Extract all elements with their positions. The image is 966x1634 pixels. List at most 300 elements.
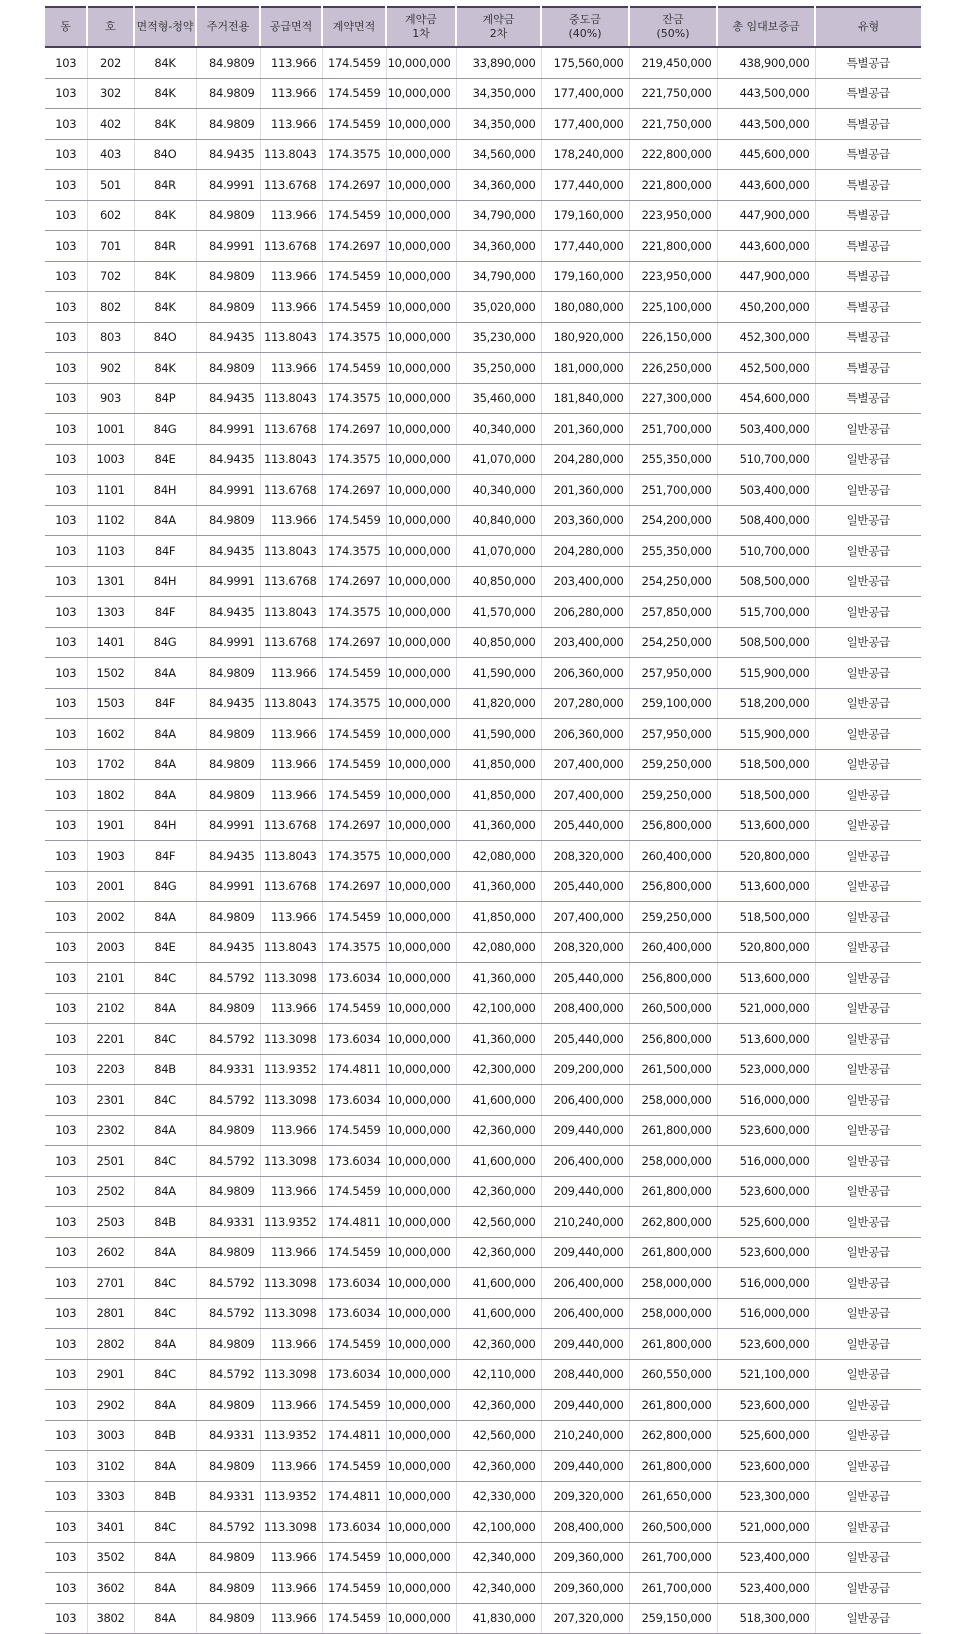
cell-contract-area: 174.5459 — [322, 1542, 386, 1573]
cell-exclusive-area: 84.9991 — [196, 170, 260, 201]
cell-contract-area: 173.6034 — [322, 1085, 386, 1116]
cell-middle-payment: 205,440,000 — [541, 871, 629, 902]
cell-deposit-1: 10,000,000 — [386, 505, 456, 536]
cell-balance: 259,250,000 — [629, 780, 717, 811]
cell-deposit-2: 42,360,000 — [456, 1329, 541, 1360]
cell-deposit-1: 10,000,000 — [386, 1146, 456, 1177]
cell-type: 일반공급 — [815, 1237, 921, 1268]
cell-supply-area: 113.3098 — [260, 1298, 322, 1329]
cell-exclusive-area: 84.9809 — [196, 780, 260, 811]
cell-type: 일반공급 — [815, 810, 921, 841]
cell-exclusive-area: 84.9809 — [196, 1329, 260, 1360]
cell-deposit-1: 10,000,000 — [386, 444, 456, 475]
cell-supply-area: 113.966 — [260, 1115, 322, 1146]
cell-total-deposit: 447,900,000 — [717, 200, 815, 231]
cell-deposit-1: 10,000,000 — [386, 566, 456, 597]
cell-area-type: 84C — [134, 1512, 196, 1543]
cell-middle-payment: 207,320,000 — [541, 1603, 629, 1634]
cell-dong: 103 — [45, 1390, 87, 1421]
cell-area-type: 84F — [134, 597, 196, 628]
cell-ho: 1802 — [87, 780, 134, 811]
table-row — [45, 932, 921, 963]
cell-deposit-2: 41,070,000 — [456, 536, 541, 567]
cell-contract-area: 174.3575 — [322, 597, 386, 628]
cell-middle-payment: 201,360,000 — [541, 414, 629, 445]
cell-ho: 1102 — [87, 505, 134, 536]
header-label: (50%) — [656, 27, 690, 40]
cell-total-deposit: 518,200,000 — [717, 688, 815, 719]
cell-ho: 1901 — [87, 810, 134, 841]
cell-middle-payment: 181,000,000 — [541, 353, 629, 384]
cell-deposit-1: 10,000,000 — [386, 170, 456, 201]
cell-middle-payment: 209,320,000 — [541, 1481, 629, 1512]
cell-balance: 254,250,000 — [629, 566, 717, 597]
cell-supply-area: 113.966 — [260, 78, 322, 109]
cell-type: 일반공급 — [815, 444, 921, 475]
cell-supply-area: 113.8043 — [260, 139, 322, 170]
cell-total-deposit: 523,400,000 — [717, 1542, 815, 1573]
table-row — [45, 414, 921, 445]
cell-balance: 261,700,000 — [629, 1542, 717, 1573]
cell-total-deposit: 521,100,000 — [717, 1359, 815, 1390]
cell-type: 일반공급 — [815, 566, 921, 597]
cell-dong: 103 — [45, 292, 87, 323]
cell-deposit-1: 10,000,000 — [386, 536, 456, 567]
cell-exclusive-area: 84.9809 — [196, 1115, 260, 1146]
table-row — [45, 566, 921, 597]
cell-deposit-1: 10,000,000 — [386, 1176, 456, 1207]
cell-total-deposit: 515,900,000 — [717, 719, 815, 750]
cell-deposit-2: 34,360,000 — [456, 170, 541, 201]
cell-area-type: 84A — [134, 1573, 196, 1604]
cell-contract-area: 174.3575 — [322, 841, 386, 872]
cell-deposit-1: 10,000,000 — [386, 1298, 456, 1329]
cell-deposit-2: 42,330,000 — [456, 1481, 541, 1512]
cell-deposit-2: 42,560,000 — [456, 1420, 541, 1451]
cell-middle-payment: 209,440,000 — [541, 1329, 629, 1360]
cell-contract-area: 173.6034 — [322, 963, 386, 994]
cell-middle-payment: 180,080,000 — [541, 292, 629, 323]
cell-contract-area: 174.4811 — [322, 1054, 386, 1085]
cell-exclusive-area: 84.9809 — [196, 1390, 260, 1421]
cell-dong: 103 — [45, 353, 87, 384]
cell-dong: 103 — [45, 993, 87, 1024]
cell-exclusive-area: 84.5792 — [196, 1512, 260, 1543]
cell-supply-area: 113.966 — [260, 1542, 322, 1573]
cell-middle-payment: 201,360,000 — [541, 475, 629, 506]
cell-type: 일반공급 — [815, 1054, 921, 1085]
cell-ho: 2002 — [87, 902, 134, 933]
table-row — [45, 780, 921, 811]
cell-balance: 261,650,000 — [629, 1481, 717, 1512]
cell-total-deposit: 503,400,000 — [717, 475, 815, 506]
cell-deposit-2: 42,340,000 — [456, 1542, 541, 1573]
cell-supply-area: 113.9352 — [260, 1420, 322, 1451]
cell-middle-payment: 175,560,000 — [541, 47, 629, 78]
cell-area-type: 84A — [134, 505, 196, 536]
cell-supply-area: 113.6768 — [260, 871, 322, 902]
cell-balance: 256,800,000 — [629, 1024, 717, 1055]
cell-deposit-2: 42,080,000 — [456, 841, 541, 872]
table-row — [45, 1451, 921, 1482]
cell-deposit-1: 10,000,000 — [386, 1359, 456, 1390]
cell-supply-area: 113.6768 — [260, 566, 322, 597]
cell-supply-area: 113.8043 — [260, 383, 322, 414]
cell-deposit-2: 40,340,000 — [456, 414, 541, 445]
cell-contract-area: 174.5459 — [322, 353, 386, 384]
cell-area-type: 84C — [134, 1268, 196, 1299]
cell-ho: 3102 — [87, 1451, 134, 1482]
cell-ho: 2003 — [87, 932, 134, 963]
cell-total-deposit: 513,600,000 — [717, 810, 815, 841]
cell-supply-area: 113.966 — [260, 749, 322, 780]
cell-middle-payment: 206,400,000 — [541, 1146, 629, 1177]
cell-dong: 103 — [45, 1176, 87, 1207]
cell-middle-payment: 205,440,000 — [541, 1024, 629, 1055]
table-row — [45, 1420, 921, 1451]
cell-contract-area: 174.3575 — [322, 444, 386, 475]
cell-supply-area: 113.966 — [260, 200, 322, 231]
cell-total-deposit: 523,600,000 — [717, 1237, 815, 1268]
table-row — [45, 1176, 921, 1207]
cell-exclusive-area: 84.5792 — [196, 1359, 260, 1390]
cell-dong: 103 — [45, 749, 87, 780]
header-col-exclusive-area — [196, 7, 260, 47]
cell-ho: 1903 — [87, 841, 134, 872]
cell-supply-area: 113.8043 — [260, 597, 322, 628]
cell-supply-area: 113.8043 — [260, 322, 322, 353]
cell-exclusive-area: 84.9435 — [196, 139, 260, 170]
cell-balance: 259,100,000 — [629, 688, 717, 719]
cell-total-deposit: 523,600,000 — [717, 1329, 815, 1360]
cell-ho: 302 — [87, 78, 134, 109]
cell-contract-area: 174.4811 — [322, 1420, 386, 1451]
cell-type: 일반공급 — [815, 1481, 921, 1512]
cell-total-deposit: 443,600,000 — [717, 231, 815, 262]
cell-area-type: 84A — [134, 1237, 196, 1268]
cell-supply-area: 113.3098 — [260, 1268, 322, 1299]
cell-exclusive-area: 84.9809 — [196, 261, 260, 292]
cell-dong: 103 — [45, 810, 87, 841]
cell-type: 일반공급 — [815, 627, 921, 658]
cell-ho: 602 — [87, 200, 134, 231]
table-row — [45, 353, 921, 384]
cell-balance: 256,800,000 — [629, 810, 717, 841]
cell-total-deposit: 508,500,000 — [717, 627, 815, 658]
cell-supply-area: 113.966 — [260, 902, 322, 933]
cell-total-deposit: 503,400,000 — [717, 414, 815, 445]
cell-balance: 261,800,000 — [629, 1451, 717, 1482]
cell-supply-area: 113.6768 — [260, 231, 322, 262]
cell-deposit-2: 35,460,000 — [456, 383, 541, 414]
cell-deposit-1: 10,000,000 — [386, 963, 456, 994]
cell-deposit-2: 34,350,000 — [456, 78, 541, 109]
cell-contract-area: 174.3575 — [322, 932, 386, 963]
header-col-balance — [629, 7, 717, 47]
cell-contract-area: 174.2697 — [322, 170, 386, 201]
header-col-total-deposit — [717, 7, 815, 47]
cell-ho: 2101 — [87, 963, 134, 994]
cell-supply-area: 113.6768 — [260, 627, 322, 658]
lease-deposit-table — [45, 6, 921, 1634]
cell-dong: 103 — [45, 322, 87, 353]
cell-deposit-2: 42,360,000 — [456, 1451, 541, 1482]
cell-supply-area: 113.966 — [260, 1390, 322, 1421]
cell-supply-area: 113.966 — [260, 1573, 322, 1604]
cell-total-deposit: 443,500,000 — [717, 78, 815, 109]
cell-exclusive-area: 84.9435 — [196, 597, 260, 628]
cell-deposit-1: 10,000,000 — [386, 719, 456, 750]
cell-dong: 103 — [45, 1359, 87, 1390]
cell-supply-area: 113.966 — [260, 780, 322, 811]
cell-type: 특별공급 — [815, 353, 921, 384]
cell-middle-payment: 177,400,000 — [541, 109, 629, 140]
cell-contract-area: 174.5459 — [322, 47, 386, 78]
cell-exclusive-area: 84.9435 — [196, 383, 260, 414]
cell-type: 특별공급 — [815, 292, 921, 323]
cell-deposit-1: 10,000,000 — [386, 1115, 456, 1146]
cell-supply-area: 113.966 — [260, 1237, 322, 1268]
table-row — [45, 1146, 921, 1177]
cell-dong: 103 — [45, 1268, 87, 1299]
cell-balance: 251,700,000 — [629, 475, 717, 506]
table-row — [45, 1207, 921, 1238]
cell-deposit-2: 34,360,000 — [456, 231, 541, 262]
cell-contract-area: 174.5459 — [322, 1573, 386, 1604]
header-label: 면적형-청약 — [136, 20, 194, 33]
cell-deposit-1: 10,000,000 — [386, 810, 456, 841]
cell-area-type: 84H — [134, 566, 196, 597]
cell-deposit-2: 42,100,000 — [456, 993, 541, 1024]
cell-type: 특별공급 — [815, 139, 921, 170]
cell-middle-payment: 203,400,000 — [541, 627, 629, 658]
cell-supply-area: 113.966 — [260, 353, 322, 384]
cell-middle-payment: 206,360,000 — [541, 658, 629, 689]
cell-type: 일반공급 — [815, 963, 921, 994]
cell-dong: 103 — [45, 261, 87, 292]
cell-ho: 2203 — [87, 1054, 134, 1085]
cell-type: 일반공급 — [815, 414, 921, 445]
cell-type: 특별공급 — [815, 109, 921, 140]
cell-balance: 225,100,000 — [629, 292, 717, 323]
cell-middle-payment: 206,400,000 — [541, 1085, 629, 1116]
cell-total-deposit: 518,500,000 — [717, 749, 815, 780]
cell-supply-area: 113.966 — [260, 658, 322, 689]
cell-total-deposit: 523,600,000 — [717, 1176, 815, 1207]
cell-deposit-2: 41,590,000 — [456, 719, 541, 750]
cell-area-type: 84F — [134, 536, 196, 567]
cell-total-deposit: 510,700,000 — [717, 444, 815, 475]
table-row — [45, 47, 921, 78]
cell-total-deposit: 523,600,000 — [717, 1390, 815, 1421]
cell-deposit-2: 42,080,000 — [456, 932, 541, 963]
cell-type: 일반공급 — [815, 1268, 921, 1299]
cell-contract-area: 174.5459 — [322, 292, 386, 323]
table-row — [45, 719, 921, 750]
cell-ho: 2201 — [87, 1024, 134, 1055]
cell-deposit-1: 10,000,000 — [386, 139, 456, 170]
cell-deposit-1: 10,000,000 — [386, 658, 456, 689]
cell-dong: 103 — [45, 719, 87, 750]
cell-total-deposit: 513,600,000 — [717, 963, 815, 994]
cell-middle-payment: 209,360,000 — [541, 1573, 629, 1604]
cell-ho: 2901 — [87, 1359, 134, 1390]
cell-area-type: 84K — [134, 200, 196, 231]
cell-deposit-2: 41,850,000 — [456, 902, 541, 933]
cell-balance: 260,500,000 — [629, 993, 717, 1024]
cell-deposit-1: 10,000,000 — [386, 261, 456, 292]
table-row — [45, 109, 921, 140]
header-col-contract-area — [322, 7, 386, 47]
cell-exclusive-area: 84.9809 — [196, 749, 260, 780]
table-row — [45, 963, 921, 994]
cell-exclusive-area: 84.9991 — [196, 810, 260, 841]
cell-contract-area: 174.5459 — [322, 1603, 386, 1634]
cell-exclusive-area: 84.9809 — [196, 993, 260, 1024]
header-label: 계약면적 — [332, 20, 376, 33]
table-row — [45, 292, 921, 323]
cell-deposit-2: 42,360,000 — [456, 1237, 541, 1268]
cell-type: 일반공급 — [815, 1298, 921, 1329]
cell-middle-payment: 177,440,000 — [541, 170, 629, 201]
cell-total-deposit: 508,500,000 — [717, 566, 815, 597]
cell-area-type: 84K — [134, 292, 196, 323]
cell-supply-area: 113.966 — [260, 1329, 322, 1360]
table-row — [45, 322, 921, 353]
cell-ho: 3602 — [87, 1573, 134, 1604]
cell-exclusive-area: 84.9809 — [196, 109, 260, 140]
cell-area-type: 84R — [134, 170, 196, 201]
cell-area-type: 84C — [134, 1085, 196, 1116]
cell-total-deposit: 523,000,000 — [717, 1054, 815, 1085]
cell-dong: 103 — [45, 1085, 87, 1116]
cell-supply-area: 113.966 — [260, 1603, 322, 1634]
cell-type: 일반공급 — [815, 1542, 921, 1573]
cell-middle-payment: 208,440,000 — [541, 1359, 629, 1390]
cell-exclusive-area: 84.9809 — [196, 1542, 260, 1573]
table-row — [45, 139, 921, 170]
cell-supply-area: 113.966 — [260, 993, 322, 1024]
cell-balance: 221,750,000 — [629, 78, 717, 109]
cell-dong: 103 — [45, 780, 87, 811]
cell-contract-area: 174.5459 — [322, 1390, 386, 1421]
cell-balance: 256,800,000 — [629, 963, 717, 994]
table-row — [45, 1542, 921, 1573]
cell-deposit-2: 35,230,000 — [456, 322, 541, 353]
cell-deposit-1: 10,000,000 — [386, 780, 456, 811]
table-row — [45, 78, 921, 109]
cell-exclusive-area: 84.9809 — [196, 78, 260, 109]
cell-contract-area: 174.2697 — [322, 871, 386, 902]
cell-deposit-2: 41,570,000 — [456, 597, 541, 628]
cell-area-type: 84O — [134, 139, 196, 170]
cell-middle-payment: 210,240,000 — [541, 1420, 629, 1451]
cell-deposit-2: 41,360,000 — [456, 871, 541, 902]
cell-deposit-2: 42,360,000 — [456, 1115, 541, 1146]
table-row — [45, 1481, 921, 1512]
cell-ho: 3003 — [87, 1420, 134, 1451]
table-row — [45, 444, 921, 475]
header-label: 유형 — [857, 20, 880, 33]
cell-type: 특별공급 — [815, 231, 921, 262]
cell-exclusive-area: 84.9809 — [196, 292, 260, 323]
cell-balance: 221,800,000 — [629, 231, 717, 262]
cell-contract-area: 174.5459 — [322, 719, 386, 750]
cell-deposit-1: 10,000,000 — [386, 1268, 456, 1299]
cell-type: 일반공급 — [815, 1573, 921, 1604]
table-row — [45, 1573, 921, 1604]
cell-deposit-1: 10,000,000 — [386, 597, 456, 628]
cell-area-type: 84G — [134, 627, 196, 658]
cell-ho: 2802 — [87, 1329, 134, 1360]
cell-balance: 259,250,000 — [629, 749, 717, 780]
cell-dong: 103 — [45, 383, 87, 414]
cell-total-deposit: 518,300,000 — [717, 1603, 815, 1634]
cell-middle-payment: 179,160,000 — [541, 261, 629, 292]
cell-type: 일반공급 — [815, 475, 921, 506]
cell-middle-payment: 179,160,000 — [541, 200, 629, 231]
cell-supply-area: 113.6768 — [260, 170, 322, 201]
cell-exclusive-area: 84.9991 — [196, 871, 260, 902]
cell-area-type: 84C — [134, 1146, 196, 1177]
cell-ho: 3502 — [87, 1542, 134, 1573]
cell-type: 특별공급 — [815, 200, 921, 231]
cell-exclusive-area: 84.9331 — [196, 1207, 260, 1238]
cell-deposit-2: 41,600,000 — [456, 1085, 541, 1116]
cell-supply-area: 113.8043 — [260, 688, 322, 719]
header-col-type — [815, 7, 921, 47]
cell-dong: 103 — [45, 444, 87, 475]
cell-supply-area: 113.8043 — [260, 536, 322, 567]
cell-dong: 103 — [45, 1329, 87, 1360]
cell-total-deposit: 521,000,000 — [717, 993, 815, 1024]
cell-dong: 103 — [45, 47, 87, 78]
cell-contract-area: 174.2697 — [322, 475, 386, 506]
cell-ho: 1401 — [87, 627, 134, 658]
cell-contract-area: 174.3575 — [322, 139, 386, 170]
cell-total-deposit: 525,600,000 — [717, 1420, 815, 1451]
cell-type: 일반공급 — [815, 1146, 921, 1177]
cell-ho: 902 — [87, 353, 134, 384]
cell-middle-payment: 209,440,000 — [541, 1451, 629, 1482]
cell-middle-payment: 205,440,000 — [541, 810, 629, 841]
cell-area-type: 84C — [134, 1359, 196, 1390]
cell-contract-area: 174.5459 — [322, 902, 386, 933]
table-row — [45, 658, 921, 689]
cell-contract-area: 174.2697 — [322, 231, 386, 262]
cell-balance: 259,250,000 — [629, 902, 717, 933]
cell-type: 일반공급 — [815, 1420, 921, 1451]
cell-area-type: 84B — [134, 1481, 196, 1512]
cell-deposit-1: 10,000,000 — [386, 1329, 456, 1360]
cell-type: 특별공급 — [815, 78, 921, 109]
cell-dong: 103 — [45, 1451, 87, 1482]
cell-exclusive-area: 84.5792 — [196, 1024, 260, 1055]
cell-deposit-2: 41,360,000 — [456, 810, 541, 841]
cell-type: 일반공급 — [815, 1603, 921, 1634]
cell-middle-payment: 181,840,000 — [541, 383, 629, 414]
cell-deposit-2: 42,300,000 — [456, 1054, 541, 1085]
cell-deposit-1: 10,000,000 — [386, 1390, 456, 1421]
cell-type: 일반공급 — [815, 536, 921, 567]
cell-total-deposit: 516,000,000 — [717, 1298, 815, 1329]
header-col-middle-payment — [541, 7, 629, 47]
cell-supply-area: 113.3098 — [260, 1024, 322, 1055]
cell-balance: 259,150,000 — [629, 1603, 717, 1634]
cell-dong: 103 — [45, 1207, 87, 1238]
header-label: 2차 — [489, 27, 508, 40]
cell-dong: 103 — [45, 688, 87, 719]
